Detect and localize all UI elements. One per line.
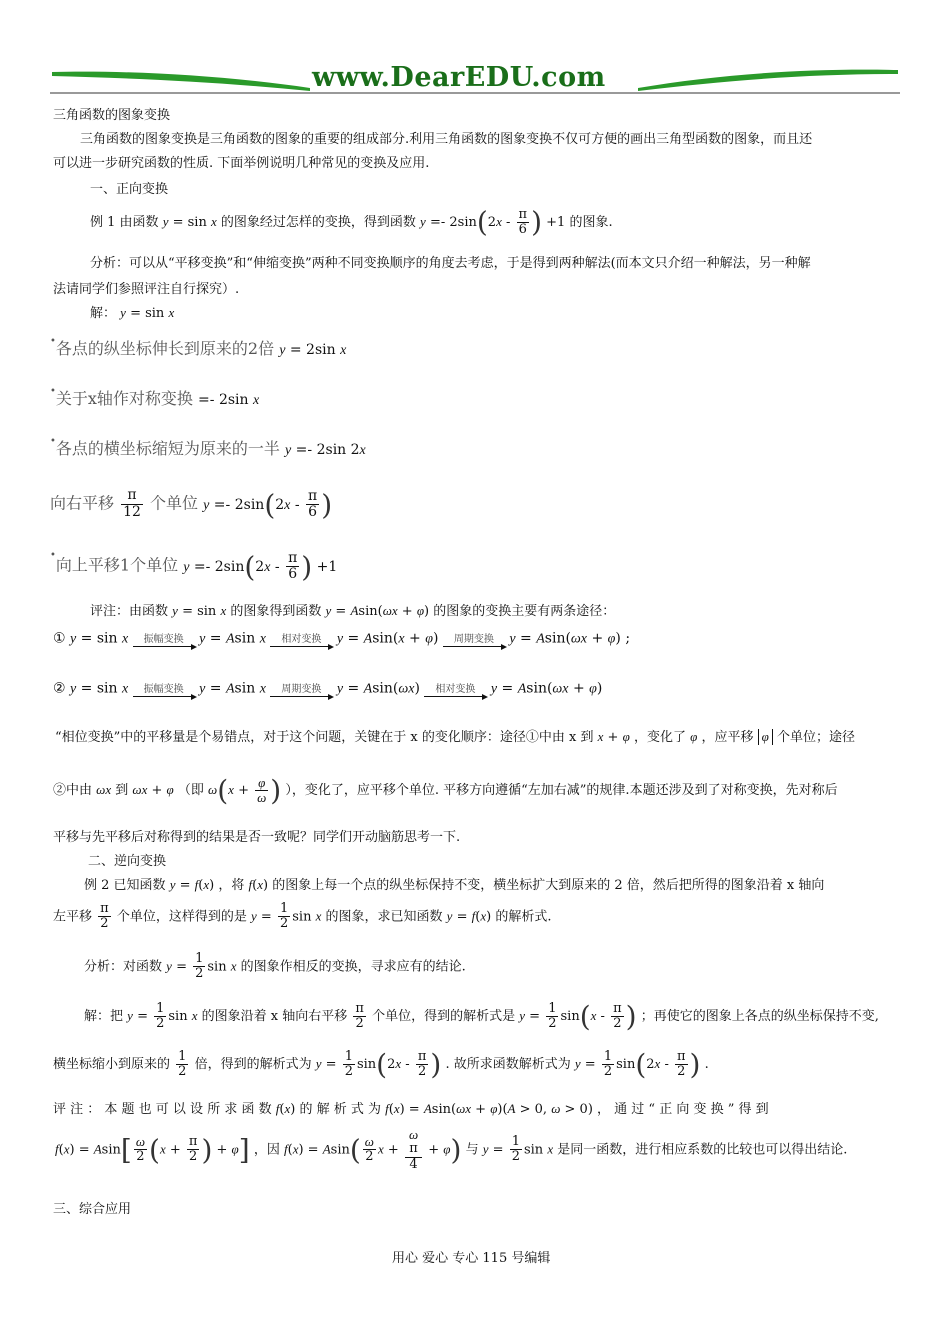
analysis-2: 分析：对函数 y = $\frac{1}{2}$ sin x 的图象作相反的变换，寻求应有的结论. [84, 951, 466, 982]
comment-1: 评注：由函数 y = sin x 的图象得到函数 y = Asin(ωx + φ) 的图象的变换主要有两条途径： [90, 603, 616, 619]
comment-2-line-1: 评 注 ： 本 题 也 可 以 设 所 求 函 数 f(x) 的 解 析 式 为 f(x) = Asin(ωx + φ)(A > 0, ω > 0) ， 通 过 “ 正 向 变 换 ” 得 到 [53, 1101, 769, 1117]
intro-line-2: 可以进一步研究函数的性质. 下面举例说明几种常见的变换及应用. [53, 156, 430, 171]
logo-text: www.DearEDU.com [312, 62, 606, 93]
path-2: ② y = sin x 振幅变换 y = Asin x 周期变换 y = Asin(ωx) 相对变换 y = Asin(ωx + φ) [53, 680, 603, 697]
section-3-heading: 三、综合应用 [53, 1202, 132, 1217]
step-5: •向上平移1个单位 y =- 2sin(2x - $\frac{\pi}{6}$ ) +1 [50, 549, 338, 583]
example-2-line-1: 例 2 已知函数 y = f(x) ，将 f(x) 的图象上每一个点的纵坐标保持不变，横坐标扩大到原来的 2 倍，然后把所得的图象沿着 x 轴向 [84, 877, 825, 893]
section-1-heading: 一、正向变换 [90, 182, 169, 197]
solution-1-start: 解： y = sin x [90, 305, 175, 321]
intro-line-1: 三角函数的图象变换是三角函数的图象的重要的组成部分.利用三角函数的图象变换不仅可方便的画出三角型函数的图象，而且还 [80, 132, 813, 147]
analysis-1-line-2: 法请同学们参照评注自行探究）. [53, 282, 240, 297]
solution-2-line-1: 解：把 y = $\frac{1}{2}$ sin x 的图象沿着 x 轴向右平移 $\frac{\pi}{2}$ 个单位，得到的解析式是 y = $\frac{1}{2}$ sin(x - $\frac{\pi}{2}$ ) ；再使它的图象上各点的纵坐标保持不变, [84, 1000, 879, 1033]
analysis-1-line-1: 分析：可以从“平移变换”和“伸缩变换”两种不同变换顺序的角度去考虑，于是得到两种解法(而本文只介绍一种解法，另一种解 [90, 256, 811, 271]
path-1: ① y = sin x 振幅变换 y = Asin x 相对变换 y = Asin(x + φ) 周期变换 y = Asin(ωx + φ) ; [53, 630, 631, 647]
step-2: •关于x轴作对称变换 =- 2sin x [50, 386, 260, 408]
example-2-line-2: 左平移 $\frac{\pi}{2}$ 个单位，这样得到的是 y = $\frac{1}{2}$ sin x 的图象，求已知函数 y = f(x) 的解析式. [53, 901, 552, 932]
comment-2-line-2: f(x) = Asin[ $\frac{\omega}{2}$ (x + $\frac{\pi}{2}$ ) + φ] ，因 f(x) = Asin( $\frac{\omega}{2}$ x + ω π 4 + φ) 与 y = $\frac{1}{2}$ sin x 是同一函数，进行相应系数的比较也可以得出结论. [55, 1127, 848, 1172]
header-logo [50, 62, 900, 96]
example-1: 例 1 由函数 y = sin x 的图象经过怎样的变换，得到函数 y =- 2sin(2x - $\frac{\pi}{6}$ ) +1 的图象. [90, 205, 613, 239]
note-line-b: ②中由 ωx 到 ωx + φ （即 ω(x + $\frac{\varphi}{\omega}$ ) ），变化了，应平移个单位. 平移方向遵循“左加右减”的规律.本题还涉及到了对称变换，先对称后 [53, 774, 838, 807]
note-line-c: 平移与先平移后对称得到的结果是否一致呢？同学们开动脑筋思考一下. [53, 830, 461, 845]
step-3: •各点的横坐标缩短为原来的一半 y =- 2sin 2x [50, 436, 366, 458]
doc-title: 三角函数的图象变换 [53, 108, 171, 123]
solution-2-line-2: 横坐标缩小到原来的 $\frac{1}{2}$ 倍，得到的解析式为 y = $\frac{1}{2}$ sin(2x - $\frac{\pi}{2}$ ) . 故所求函数解析式为 y = $\frac{1}{2}$ sin(2x - $\frac{\pi}{2}$ ) . [53, 1048, 709, 1081]
step-4: 向右平移 $\frac{\pi}{12}$ 个单位 y =- 2sin(2x - $\frac{\pi}{6}$ ) [50, 487, 333, 521]
section-2-heading: 二、逆向变换 [88, 854, 167, 869]
note-line-a: “相位变换”中的平移量是个易错点，对于这个问题，关键在于 x 的变化顺序：途径①中由 x 到 x + φ ，变化了 φ ，应平移 φ 个单位；途径 [55, 729, 855, 745]
page-footer: 用心 爱心 专心 115 号编辑 [392, 1251, 551, 1266]
step-1: •各点的纵坐标伸长到原来的2倍 y = 2sin x [50, 336, 347, 358]
